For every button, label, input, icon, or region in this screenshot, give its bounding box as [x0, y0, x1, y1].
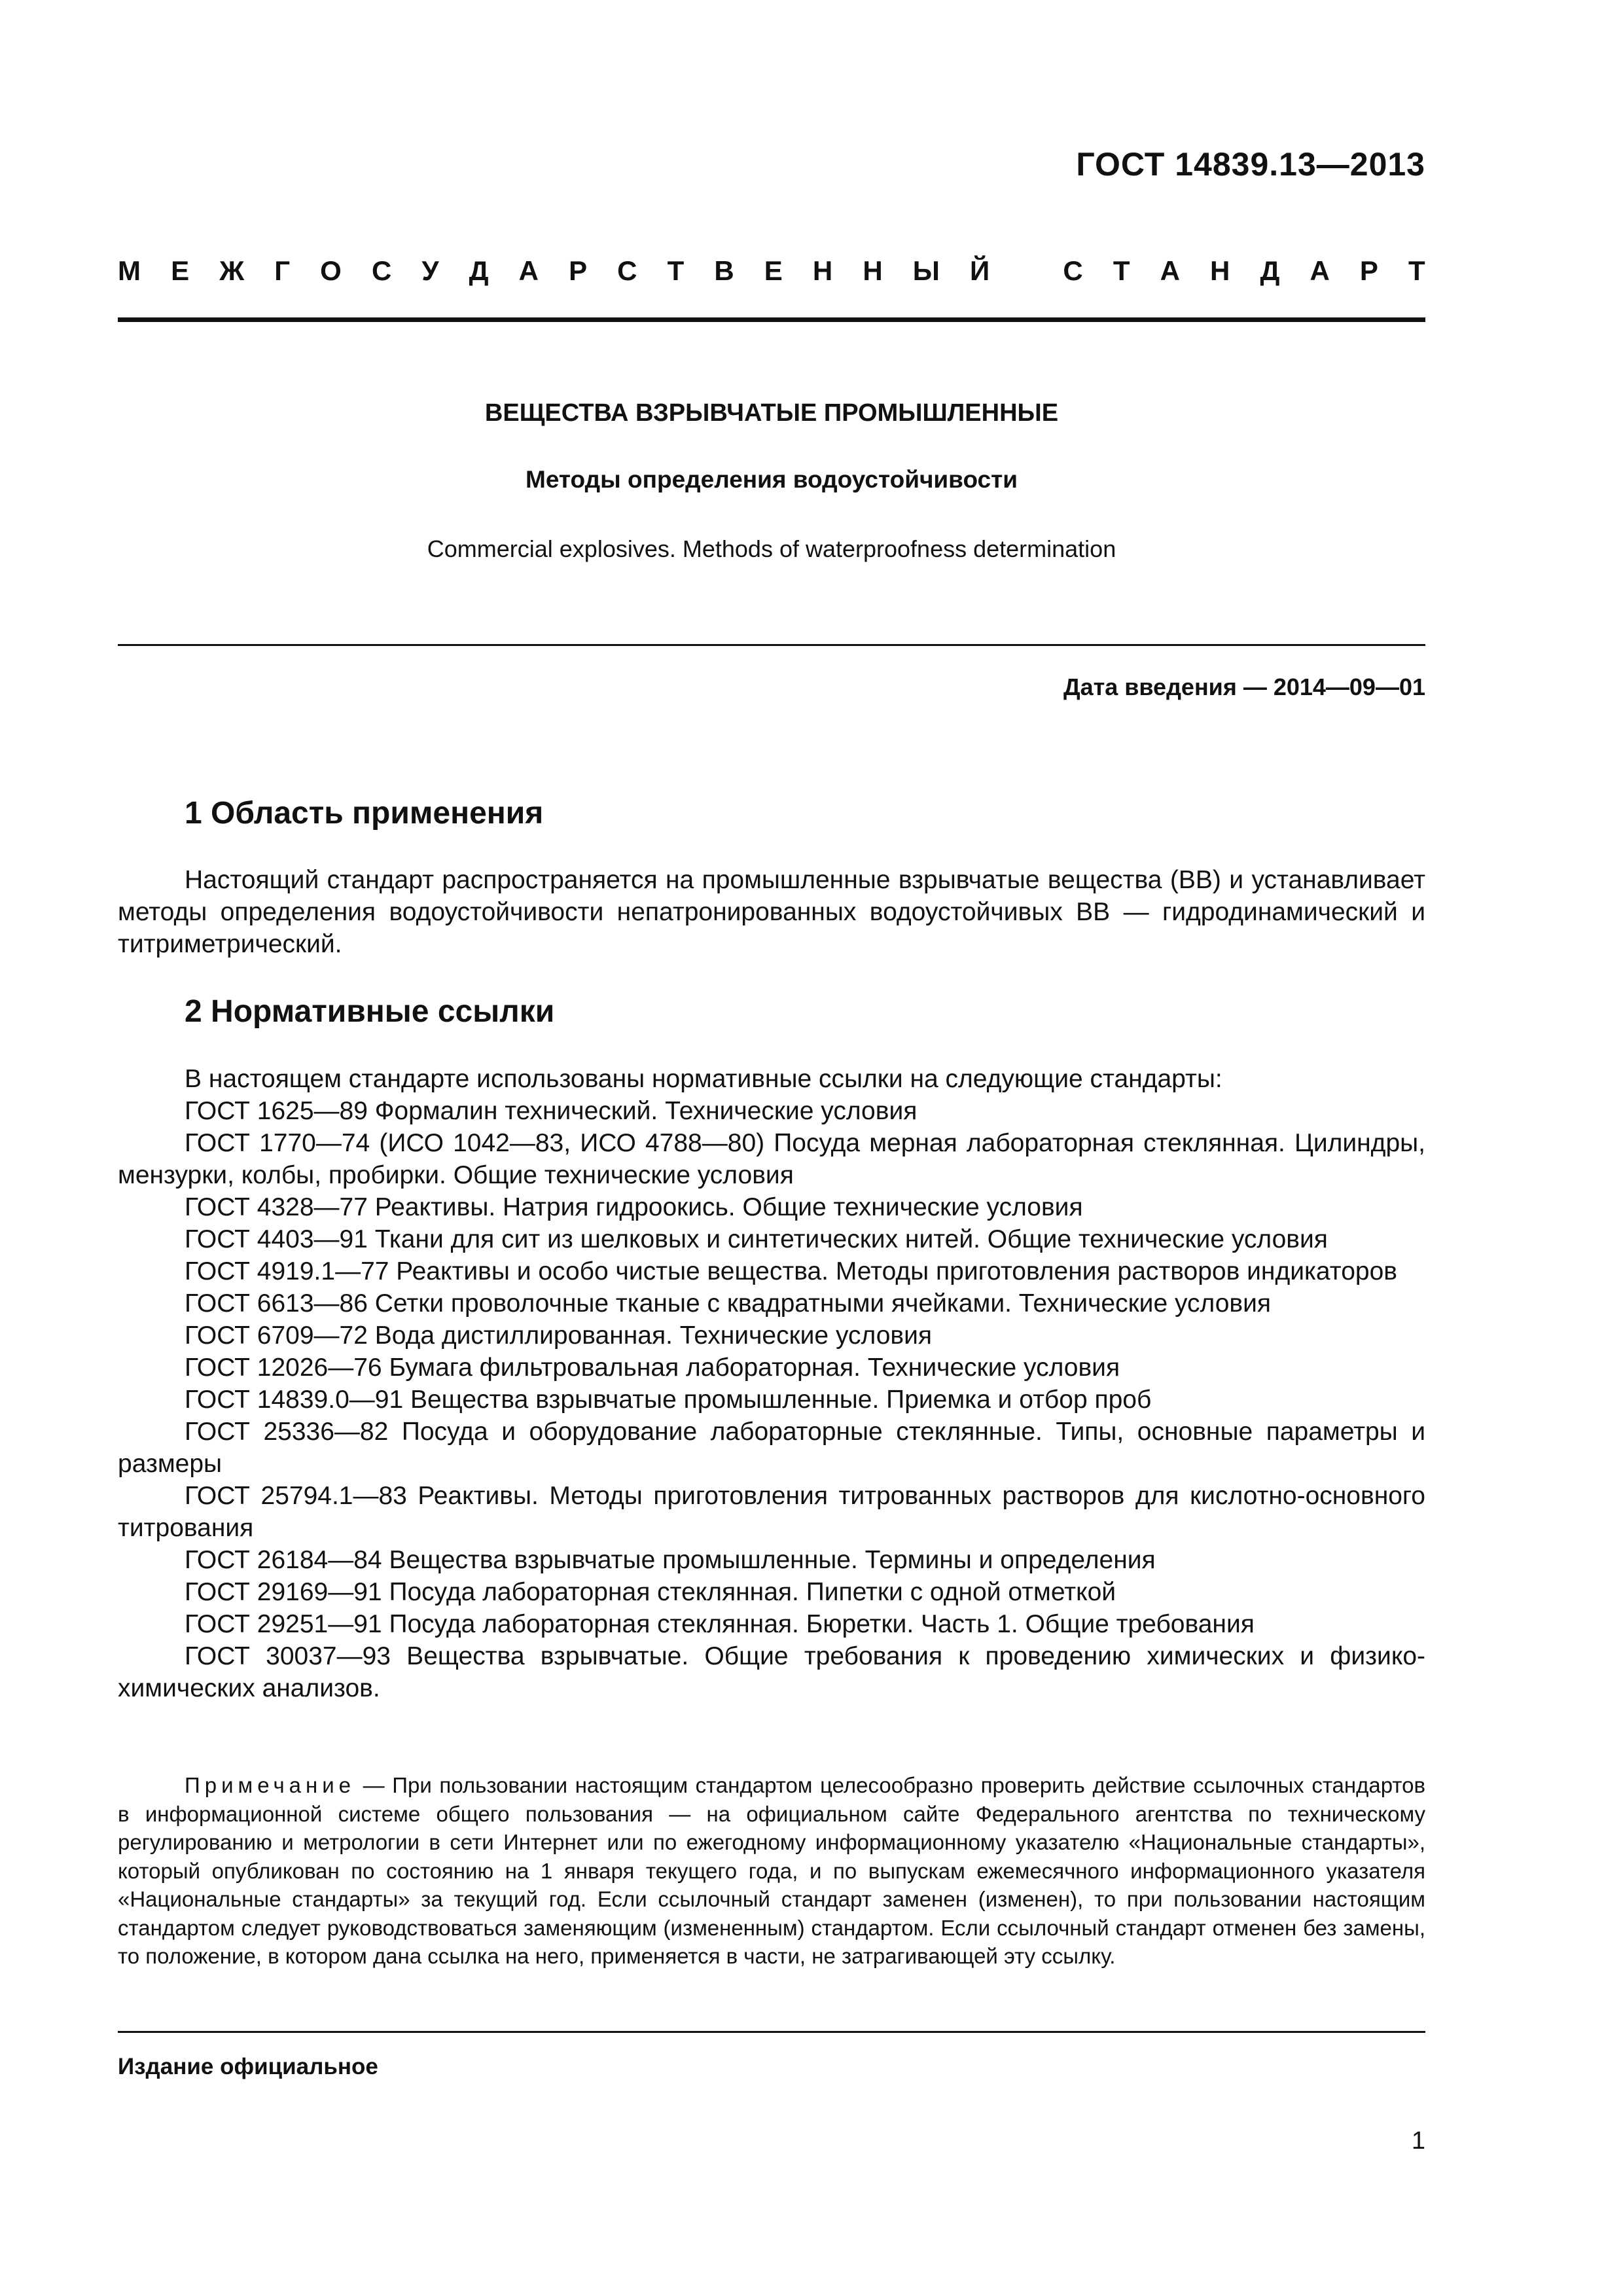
reference-item: ГОСТ 1625—89 Формалин технический. Технические условия	[185, 1097, 918, 1125]
banner-letter: Е	[764, 255, 783, 286]
reference-item: ГОСТ 29251—91 Посуда лабораторная стеклянная. Бюретки. Часть 1. Общие требования	[185, 1610, 1255, 1638]
banner-letter	[1020, 255, 1033, 287]
banner-letter: В	[714, 255, 734, 286]
banner-letter: Е	[171, 255, 190, 286]
reference-item: ГОСТ 30037—93 Вещества взрывчатые. Общие требования к проведению химических и физико-химических анализов.	[118, 1642, 1425, 1702]
banner-letter: Г	[274, 255, 291, 286]
banner-letter: Ж	[219, 255, 245, 286]
reference-item: ГОСТ 12026—76 Бумага фильтровальная лабораторная. Технические условия	[185, 1354, 1120, 1382]
banner-letter: А	[1160, 255, 1180, 286]
section-1-paragraph: Настоящий стандарт распространяется на промышленные взрывчатые вещества (ВВ) и устанавливает методы определения водоустойчивости непатронированных водоустойчивых ВВ — гидродинамический и титриметрический.	[118, 866, 1425, 958]
banner-letter: Т	[667, 255, 685, 286]
note-block	[118, 1771, 1425, 1971]
banner-letter: Д	[1260, 255, 1280, 286]
reference-item: ГОСТ 1770—74 (ИСО 1042—83, ИСО 4788—80) Посуда мерная лабораторная стеклянная. Цилиндры, мензурки, колбы, пробирки. Общие технические условия	[118, 1129, 1425, 1189]
reference-item: ГОСТ 6613—86 Сетки проволочные тканые с квадратными ячейками. Технические условия	[185, 1289, 1272, 1318]
document-title-english: Commercial explosives. Methods of waterproofness determination	[427, 535, 1116, 562]
banner-letter: О	[320, 255, 342, 286]
footer-rule	[118, 2031, 1425, 2033]
banner-letter: Ы	[912, 255, 940, 286]
banner-letter: С	[617, 255, 637, 286]
section-2-body	[118, 1063, 1425, 1704]
document-title: ВЕЩЕСТВА ВЗРЫВЧАТЫЕ ПРОМЫШЛЕННЫЕ	[484, 399, 1059, 427]
banner-letter: У	[421, 255, 439, 286]
reference-item: ГОСТ 4403—91 Ткани для сит из шелковых и синтетических нитей. Общие технические условия	[185, 1225, 1328, 1253]
note-text: — При пользовании настоящим стандартом целесообразно проверить действие ссылочных стандартов в информационной системе общего пользования — на официальном сайте Федерального агентства по техническому регулированию и метрологии в сети Интернет или по ежегодному информационному указателю «Национальные стандарты», который опубликован по состоянию на 1 января текущего года, и по выпускам ежемесячного информационного указателя «Национальные стандарты» за текущий год. Если ссылочный стандарт заменен (изменен), то при пользовании настоящим стандартом следует руководствоваться заменяющим (измененным) стандартом. Если ссылочный стандарт отменен без замены, то положение, в котором дана ссылка на него, применяется в части, не затрагивающей эту ссылку.	[118, 1773, 1425, 1968]
banner-letter: Т	[1408, 255, 1425, 286]
reference-item: ГОСТ 26184—84 Вещества взрывчатые промышленные. Термины и определения	[185, 1546, 1156, 1574]
banner-letter: Н	[812, 255, 833, 286]
reference-list	[118, 1095, 1425, 1704]
banner-letter: С	[1063, 255, 1083, 286]
reference-item: ГОСТ 25794.1—83 Реактивы. Методы приготовления титрованных растворов для кислотно-основного титрования	[118, 1482, 1425, 1542]
banner-letter: Н	[1210, 255, 1230, 286]
reference-item: ГОСТ 25336—82 Посуда и оборудование лабораторные стеклянные. Типы, основные параметры и размеры	[118, 1418, 1425, 1478]
document-number: ГОСТ 14839.13—2013	[1076, 146, 1425, 183]
banner-letter: Д	[469, 255, 489, 286]
introduction-date: Дата введения — 2014—09—01	[1063, 673, 1425, 700]
reference-item: ГОСТ 4919.1—77 Реактивы и особо чистые вещества. Методы приготовления растворов индикаторов	[185, 1257, 1397, 1285]
reference-item: ГОСТ 6709—72 Вода дистиллированная. Технические условия	[185, 1321, 933, 1350]
banner-letter: Т	[1113, 255, 1130, 286]
interstate-standard-banner	[118, 255, 1425, 287]
banner-letter: Н	[863, 255, 883, 286]
header-rule	[118, 317, 1425, 322]
banner-letter: М	[118, 255, 141, 286]
section-2-intro: В настоящем стандарте использованы нормативные ссылки на следующие стандарты:	[185, 1065, 1222, 1093]
section-1-body	[118, 864, 1425, 960]
reference-item: ГОСТ 4328—77 Реактивы. Натрия гидроокись. Общие технические условия	[185, 1193, 1083, 1221]
reference-item: ГОСТ 14839.0—91 Вещества взрывчатые промышленные. Приемка и отбор проб	[185, 1386, 1152, 1414]
banner-letter: Й	[970, 255, 990, 286]
edition-label: Издание официальное	[118, 2054, 378, 2079]
section-2-heading: 2 Нормативные ссылки	[185, 994, 555, 1029]
document-subtitle: Методы определения водоустойчивости	[526, 466, 1018, 493]
section-1-heading: 1 Область применения	[185, 796, 544, 831]
banner-letter: А	[1310, 255, 1330, 286]
title-rule	[118, 644, 1425, 646]
banner-letter: Р	[1359, 255, 1378, 286]
note-label: Примечание	[185, 1773, 356, 1797]
banner-letter: А	[518, 255, 539, 286]
banner-letter: Р	[569, 255, 588, 286]
reference-item: ГОСТ 29169—91 Посуда лабораторная стеклянная. Пипетки с одной отметкой	[185, 1578, 1116, 1606]
page-number: 1	[1411, 2127, 1425, 2155]
banner-letter: С	[371, 255, 392, 286]
